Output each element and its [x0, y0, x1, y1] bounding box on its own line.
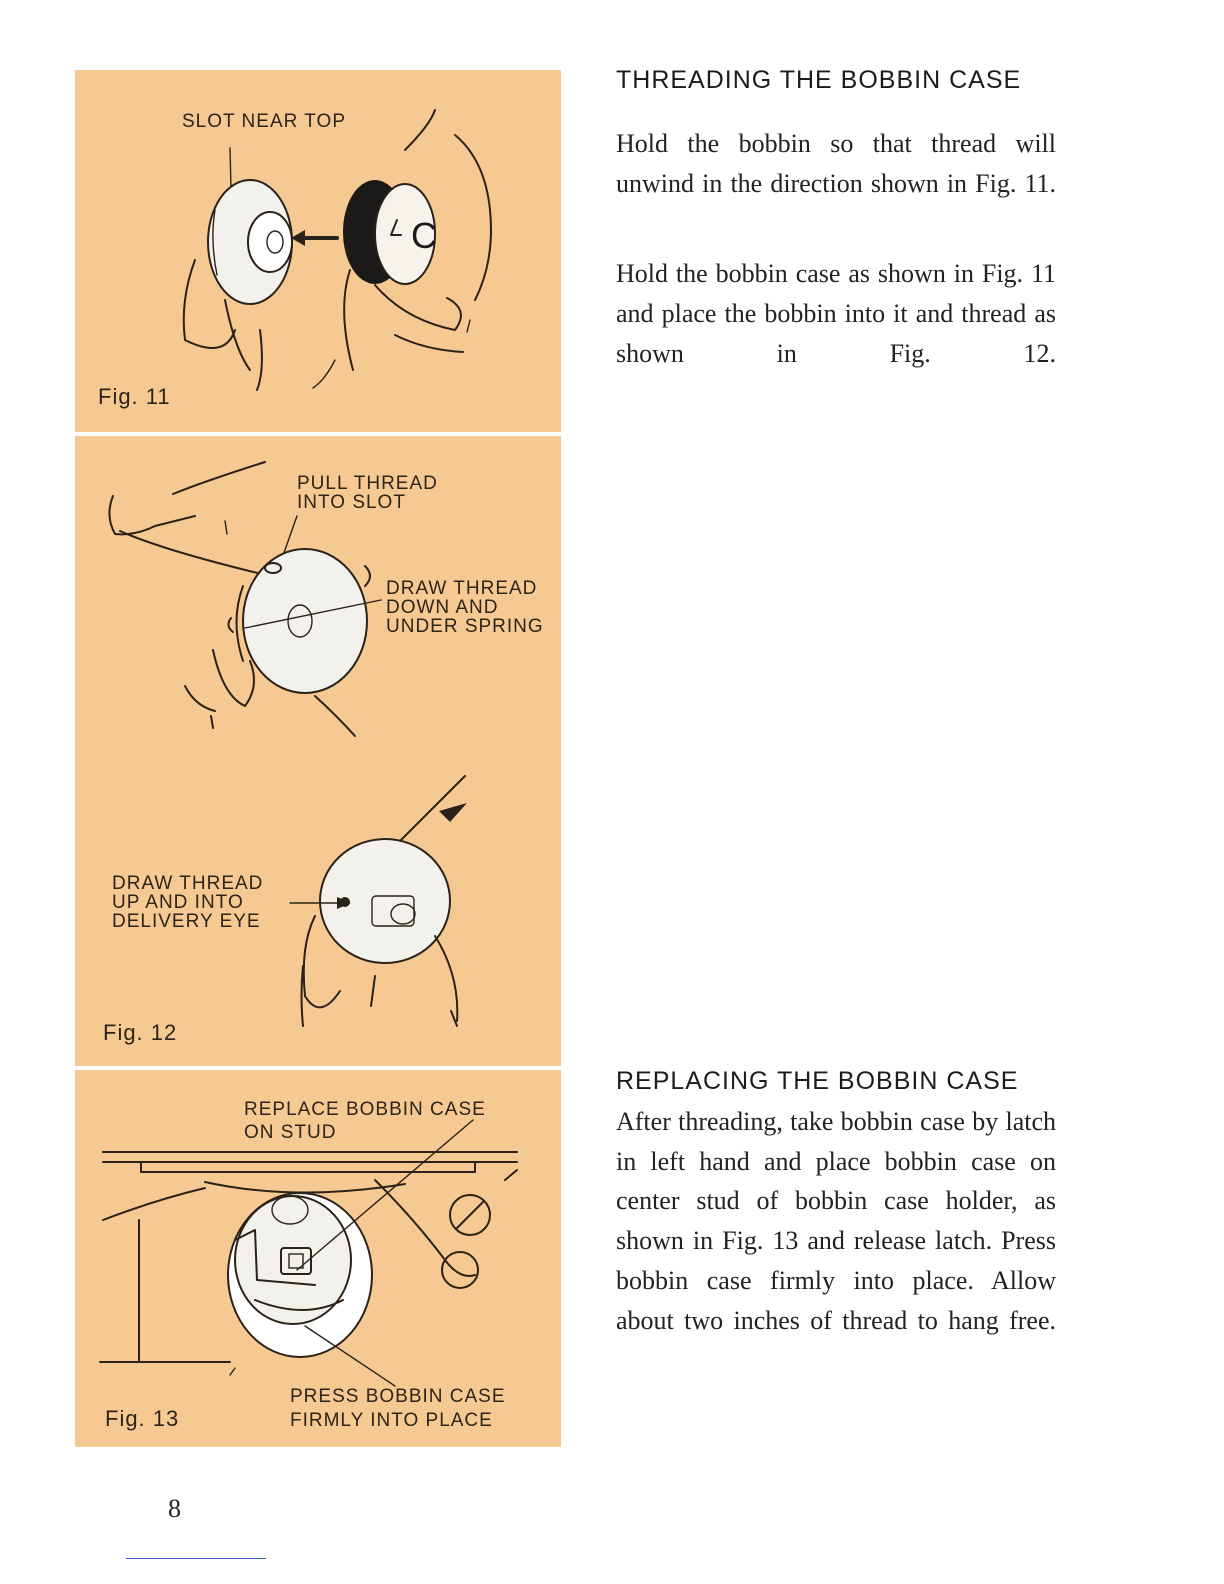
draw-down-label	[386, 579, 544, 636]
draw-up-line-3: DELIVERY EYE	[112, 911, 261, 932]
replace-line-2: ON STUD	[244, 1122, 337, 1143]
threading-heading: THREADING THE BOBBIN CASE	[616, 66, 1022, 94]
draw-down-line-2: DOWN AND	[386, 597, 499, 618]
figure-13-panel	[75, 1070, 561, 1447]
draw-down-line-1: DRAW THREAD	[386, 578, 538, 599]
press-label	[290, 1385, 506, 1433]
threading-paragraph-2: Hold the bobbin case as shown in Fig. 11 and place the bobbin into it and thread as shown in Fig. 12.	[616, 259, 1056, 368]
pull-thread-line-1: PULL THREAD	[297, 473, 438, 494]
footer-rule	[126, 1558, 266, 1559]
figure-12-illustration	[75, 436, 561, 1066]
replacing-paragraph: After threading, take bobbin case by latch in left hand and place bobbin case on center stud of bobbin case holder, as shown in Fig. 13 and release latch. Press bobbin case firmly into place. Allow about two inches of thread to hang free.	[616, 1107, 1056, 1335]
press-line-2: FIRMLY INTO PLACE	[290, 1410, 493, 1431]
pull-thread-line-2: INTO SLOT	[297, 492, 406, 513]
figure-12-panel	[75, 436, 561, 1066]
figure-13-caption: Fig. 13	[105, 1406, 180, 1431]
figure-12-caption: Fig. 12	[103, 1020, 178, 1045]
slot-near-top-label: SLOT NEAR TOP	[182, 111, 346, 132]
draw-up-line-2: UP AND INTO	[112, 892, 244, 913]
figure-11-caption: Fig. 11	[98, 384, 171, 409]
threading-paragraph-1: Hold the bobbin so that thread will unwind in the direction shown in Fig. 11.	[616, 129, 1056, 198]
bobbin-mark: C	[411, 215, 437, 256]
replace-label	[244, 1098, 486, 1144]
draw-down-line-3: UNDER SPRING	[386, 616, 544, 637]
pull-thread-label	[297, 474, 438, 512]
draw-up-label	[112, 874, 263, 931]
replacing-heading: REPLACING THE BOBBIN CASE	[616, 1067, 1019, 1095]
page-number: 8	[168, 1494, 181, 1523]
figure-11-panel	[75, 70, 561, 432]
press-line-1: PRESS BOBBIN CASE	[290, 1386, 506, 1407]
draw-up-line-1: DRAW THREAD	[112, 873, 264, 894]
replace-line-1: REPLACE BOBBIN CASE	[244, 1099, 486, 1120]
